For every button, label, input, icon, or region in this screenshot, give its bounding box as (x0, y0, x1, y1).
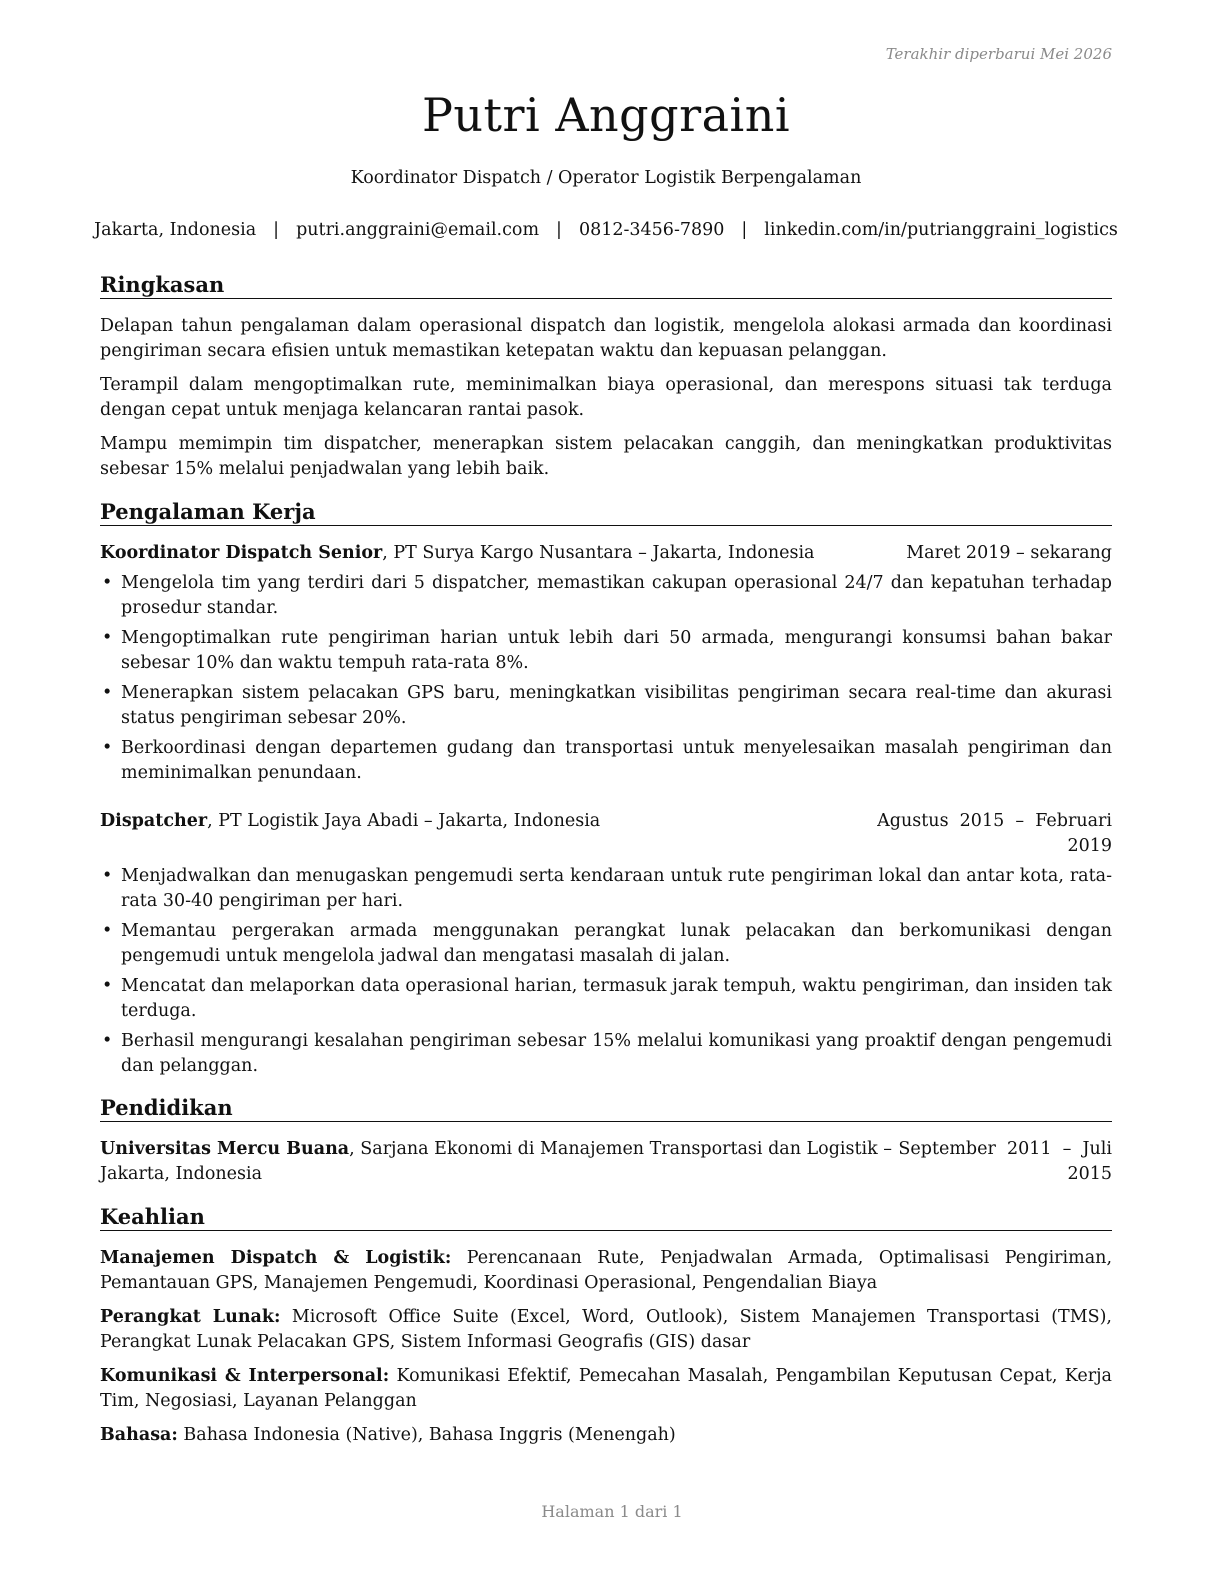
section-title-experience: Pengalaman Kerja (100, 497, 1112, 526)
bullet-icon: • (102, 1031, 113, 1051)
job-dates: Maret 2019 – sekarang (906, 543, 1112, 563)
candidate-headline: Koordinator Dispatch / Operator Logistik Berpengalaman (350, 168, 862, 188)
contact-line (94, 220, 1118, 240)
job-company: , PT Surya Kargo Nusantara – Jakarta, Indonesia (382, 543, 815, 563)
contact-linkedin[interactable]: linkedin.com/in/putrianggraini_logistics (764, 220, 1118, 240)
job-title-line (100, 541, 814, 566)
education-location: Jakarta, Indonesia (100, 1164, 263, 1184)
section-title-education: Pendidikan (100, 1093, 1112, 1122)
job-company: , PT Logistik Jaya Abadi – Jakarta, Indonesia (207, 811, 601, 831)
job-bullet: • Menerapkan sistem pelacakan GPS baru, meningkatkan visibilitas pengiriman secara real-time dan akurasi status pengiriman sebesar 20%. (102, 683, 1112, 728)
skill-label: Komunikasi & Interpersonal: (100, 1366, 390, 1386)
job-bullets (100, 571, 1112, 791)
bullet-icon: • (102, 921, 113, 941)
job-bullet: • Berkoordinasi dengan departemen gudang dan transportasi untuk menyelesaikan masalah pengiriman dan meminimalkan penundaan. (102, 738, 1112, 783)
skill-item (100, 1423, 1112, 1448)
job-role: Dispatcher (100, 811, 208, 831)
skill-item (100, 1305, 1112, 1355)
skill-label: Perangkat Lunak: (100, 1307, 281, 1327)
skill-value: Komunikasi Efektif, Pemecahan Masalah, Pengambilan Keputusan Cepat, Kerja Tim, Negosiasi, Layanan Pelanggan (100, 1366, 1112, 1411)
bullet-icon: • (102, 738, 113, 758)
section-title-skills: Keahlian (100, 1202, 1112, 1231)
skill-label: Manajemen Dispatch & Logistik: (100, 1248, 452, 1268)
bullet-icon: • (102, 573, 113, 593)
education-school: Universitas Mercu Buana (100, 1139, 350, 1159)
contact-separator: | (741, 220, 748, 240)
job-bullet: • Menjadwalkan dan menugaskan pengemudi serta kendaraan untuk rute pengiriman lokal dan antar kota, rata-rata 30-40 pengiriman per hari. (102, 866, 1112, 911)
education-title-line (100, 1137, 892, 1162)
skill-value: Bahasa Indonesia (Native), Bahasa Inggris (Menengah) (177, 1425, 676, 1445)
section-title-summary: Ringkasan (100, 270, 1112, 299)
summary-paragraph: Terampil dalam mengoptimalkan rute, meminimalkan biaya operasional, dan merespons situasi tak terduga dengan cepat untuk menjaga kelancaran rantai pasok. (100, 375, 1112, 420)
skill-item (100, 1246, 1112, 1296)
skill-value: Perencanaan Rute, Penjadwalan Armada, Optimalisasi Pengiriman, Pemantauan GPS, Manajemen Pengemudi, Koordinasi Operasional, Pengendalian Biaya (100, 1248, 1113, 1293)
summary-paragraph: Mampu memimpin tim dispatcher, menerapkan sistem pelacakan canggih, dan meningkatkan produktivitas sebesar 15% melalui penjadwalan yang lebih baik. (100, 434, 1112, 479)
contact-phone: 0812-3456-7890 (578, 220, 725, 240)
bullet-icon: • (102, 866, 113, 886)
education-dates: September 2011 – Juli 2015 (898, 1139, 1112, 1184)
job-dates: Agustus 2015 – Februari 2019 (877, 811, 1112, 856)
contact-separator: | (273, 220, 280, 240)
summary-paragraph: Delapan tahun pengalaman dalam operasional dispatch dan logistik, mengelola alokasi armada dan koordinasi pengiriman secara efisien untuk memastikan ketepatan waktu dan kepuasan pelanggan. (100, 316, 1112, 361)
job-bullet: • Mencatat dan melaporkan data operasional harian, termasuk jarak tempuh, waktu pengiriman, dan insiden tak terduga. (102, 976, 1112, 1021)
education-degree: , Sarjana Ekonomi di Manajemen Transportasi dan Logistik – (349, 1139, 893, 1159)
education-entry (100, 1137, 1112, 1187)
bullet-icon: • (102, 683, 113, 703)
contact-email[interactable]: putri.anggraini@email.com (296, 220, 540, 240)
job-bullet: • Mengelola tim yang terdiri dari 5 dispatcher, memastikan cakupan operasional 24/7 dan kepatuhan terhadap prosedur standar. (102, 573, 1112, 618)
job-role: Koordinator Dispatch Senior (100, 543, 383, 563)
skill-value: Microsoft Office Suite (Excel, Word, Outlook), Sistem Manajemen Transportasi (TMS), Perangkat Lunak Pelacakan GPS, Sistem Informasi Geografis (GIS) dasar (100, 1307, 1112, 1352)
job-bullets (100, 864, 1112, 1084)
job-bullet: • Memantau pergerakan armada menggunakan perangkat lunak pelacakan dan berkomunikasi dengan pengemudi untuk mengelola jadwal dan mengatasi masalah di jalan. (102, 921, 1112, 966)
skill-item (100, 1364, 1112, 1414)
job-bullet: • Berhasil mengurangi kesalahan pengiriman sebesar 15% melalui komunikasi yang proaktif dengan pengemudi dan pelanggan. (102, 1031, 1112, 1076)
candidate-name: Putri Anggraini (421, 88, 791, 142)
page-number: Halaman 1 dari 1 (541, 1502, 683, 1521)
bullet-icon: • (102, 976, 113, 996)
contact-location: Jakarta, Indonesia (94, 220, 257, 240)
resume-page (94, 0, 1118, 1584)
job-bullet: • Mengoptimalkan rute pengiriman harian untuk lebih dari 50 armada, mengurangi konsumsi bahan bakar sebesar 10% dan waktu tempuh rata-rata 8%. (102, 628, 1112, 673)
last-updated-note: Terakhir diperbarui Mei 2026 (885, 45, 1112, 63)
bullet-icon: • (102, 628, 113, 648)
contact-separator: | (556, 220, 562, 240)
job-title-line (100, 809, 600, 834)
skill-label: Bahasa: (100, 1425, 178, 1445)
